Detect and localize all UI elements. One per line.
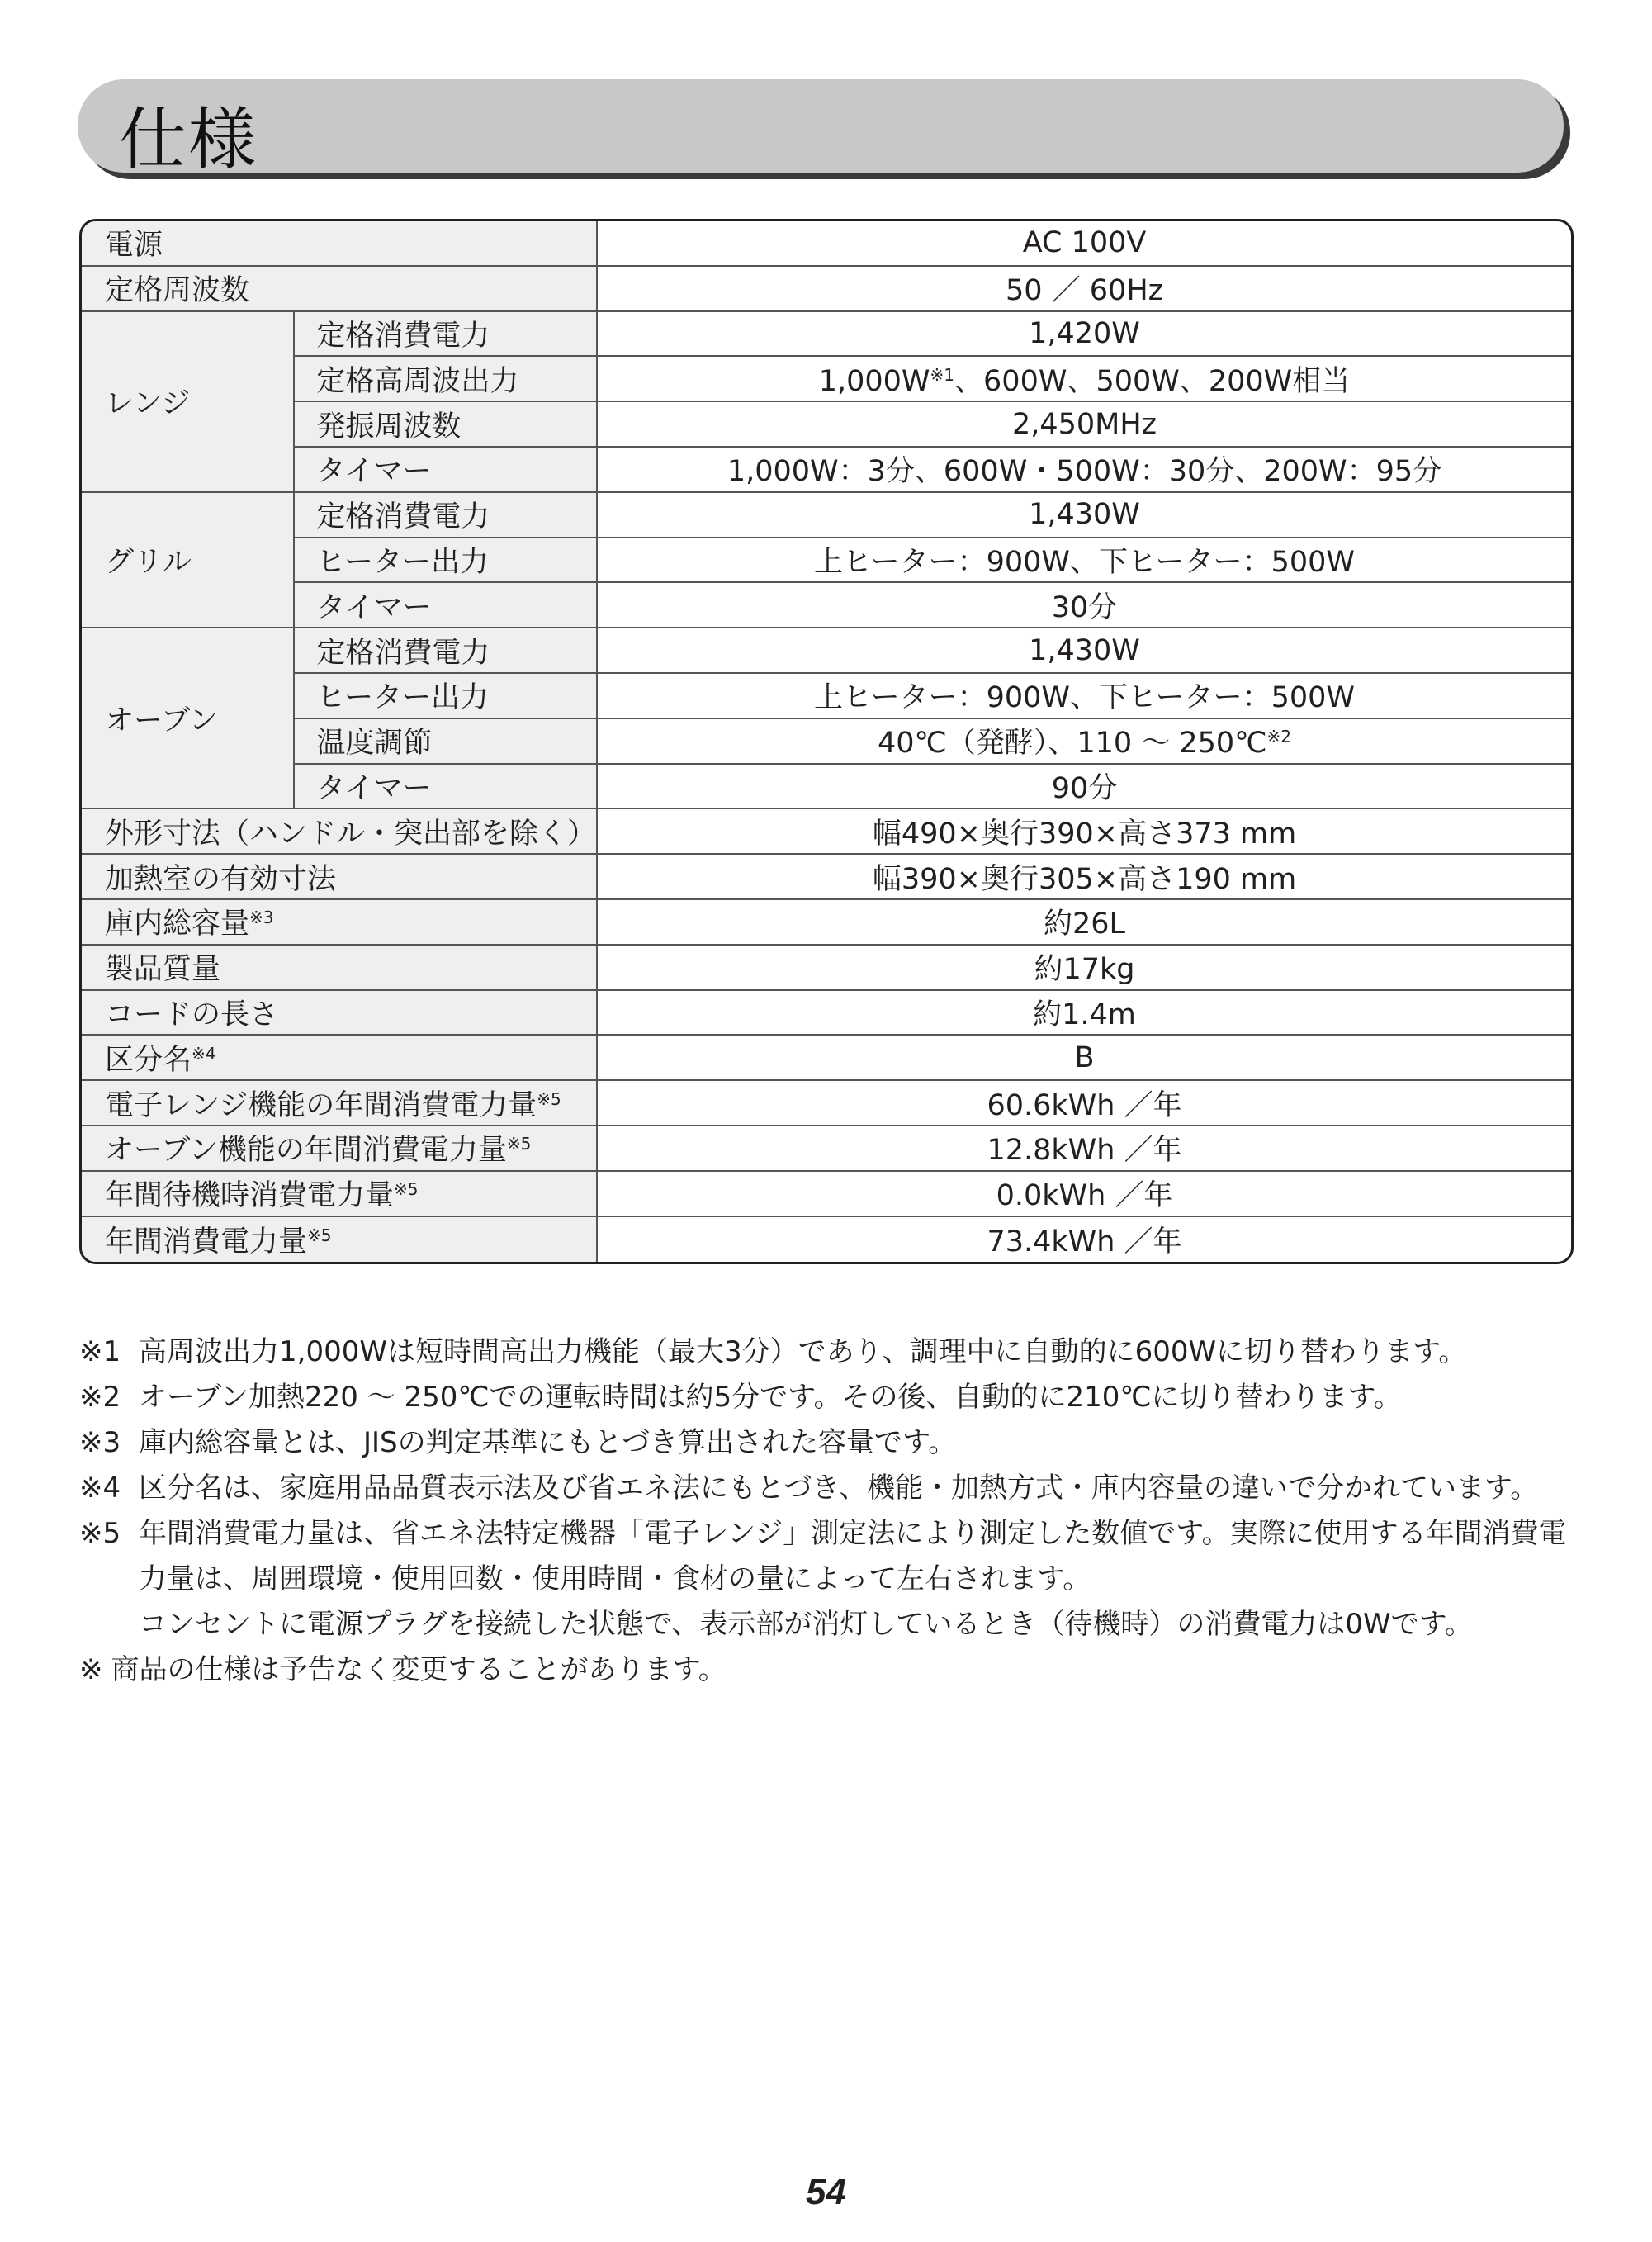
row-value: 0.0kWh ／年	[596, 1172, 1571, 1217]
row-value: 約17kg	[596, 946, 1571, 991]
value-text: 40℃（発酵）、110 ～ 250℃	[878, 727, 1267, 761]
table-row	[82, 221, 1571, 267]
footnote-text: 高周波出力1,000Wは短時間高出力機能（最大3分）であり、調理中に自動的に600Wに切り替わります。	[139, 1335, 1467, 1368]
row-label: ヒーター出力	[295, 538, 596, 584]
row-value: 約1.4m	[596, 991, 1571, 1036]
table-row	[82, 719, 1571, 765]
footnote-ref: ※5	[394, 1179, 419, 1200]
footnote	[79, 1375, 1582, 1420]
footnote-ref: ※5	[307, 1225, 332, 1245]
footnote-ref: ※5	[506, 1134, 532, 1154]
footnote-mark: ※4	[79, 1472, 121, 1505]
table-row	[82, 674, 1571, 719]
row-label: 定格周波数	[82, 267, 596, 312]
row-label: ヒーター出力	[295, 674, 596, 719]
row-value: 約26L	[596, 900, 1571, 946]
row-label	[82, 1172, 596, 1217]
row-value: 73.4kWh ／年	[596, 1217, 1571, 1263]
footnote-mark: ※1	[79, 1335, 121, 1368]
footnote	[79, 1466, 1582, 1511]
footnote-text: 庫内総容量とは、JISの判定基準にもとづき算出された容量です。	[139, 1426, 957, 1459]
row-value: 30分	[596, 583, 1571, 628]
table-row	[82, 493, 1571, 538]
row-value: 50 ／ 60Hz	[596, 267, 1571, 312]
label-text: オーブン機能の年間消費電力量	[105, 1134, 507, 1168]
spec-table	[79, 219, 1574, 1264]
row-value: 上ヒーター：900W、下ヒーター：500W	[596, 674, 1571, 719]
row-label: 発振周波数	[295, 402, 596, 448]
table-row	[82, 855, 1571, 900]
footnote-text: 区分名は、家庭用品品質表示法及び省エネ法にもとづき、機能・加熱方式・庫内容量の違いで分かれています。	[139, 1472, 1539, 1505]
row-value: 1,430W	[596, 628, 1571, 674]
footnote-text: オーブン加熱220 ～ 250℃での運転時間は約5分です。その後、自動的に210℃に切り替わります。	[139, 1381, 1402, 1414]
value-text: 、600W、500W、200W相当	[954, 364, 1351, 398]
footnote-mark: ※5	[79, 1517, 121, 1550]
section-header	[78, 79, 1564, 179]
table-row	[82, 1081, 1571, 1126]
value-text: 1,000W	[818, 364, 930, 398]
row-value: 12.8kWh ／年	[596, 1126, 1571, 1172]
row-label: タイマー	[295, 765, 596, 810]
row-label: コードの長さ	[82, 991, 596, 1036]
table-row	[82, 809, 1571, 855]
footnote-mark: ※3	[79, 1426, 121, 1459]
footnote-ref: ※4	[192, 1043, 216, 1064]
row-label: 製品質量	[82, 946, 596, 991]
row-label: タイマー	[295, 583, 596, 628]
table-row	[82, 583, 1571, 628]
row-value: 1,430W	[596, 493, 1571, 538]
table-row	[82, 1217, 1571, 1263]
row-value: AC 100V	[596, 221, 1571, 267]
table-row	[82, 1172, 1571, 1217]
label-text: 電子レンジ機能の年間消費電力量	[105, 1088, 537, 1122]
footnote-text: 年間消費電力量は、省エネ法特定機器「電子レンジ」測定法により測定した数値です。実際に使用する年間消費電	[139, 1517, 1567, 1550]
table-row	[82, 1126, 1571, 1172]
row-label: 定格消費電力	[295, 493, 596, 538]
table-row	[82, 448, 1571, 493]
table-row	[82, 402, 1571, 448]
footnote-text: コンセントに電源プラグを接続した状態で、表示部が消灯しているとき（待機時）の消費電力は0Wです。	[139, 1608, 1473, 1641]
label-text: 年間待機時消費電力量	[105, 1179, 395, 1213]
row-label: 電源	[82, 221, 596, 267]
row-value: 幅490×奥行390×高さ373 mm	[596, 809, 1571, 855]
group-label-grill: グリル	[82, 493, 295, 628]
group-label-oven: オーブン	[82, 628, 295, 809]
footnote-ref: ※1	[930, 364, 955, 385]
row-label	[82, 1217, 596, 1263]
table-row	[82, 267, 1571, 312]
row-value: 90分	[596, 765, 1571, 810]
row-label: 温度調節	[295, 719, 596, 765]
row-label: 定格高周波出力	[295, 357, 596, 402]
footnote-text: 力量は、周囲環境・使用回数・使用時間・食材の量によって左右されます。	[139, 1562, 1091, 1595]
footnote-ref: ※2	[1266, 727, 1291, 747]
label-text: 区分名	[105, 1043, 192, 1077]
table-row	[82, 765, 1571, 810]
footnote-text: 商品の仕様は予告なく変更することがあります。	[111, 1653, 727, 1686]
page-number: 54	[806, 2172, 846, 2212]
footnote	[79, 1330, 1582, 1375]
table-row	[82, 991, 1571, 1036]
row-value: 2,450MHz	[596, 402, 1571, 448]
row-value: 幅390×奥行305×高さ190 mm	[596, 855, 1571, 900]
row-label	[82, 900, 596, 946]
footnote-mark: ※2	[79, 1381, 121, 1414]
row-value: 60.6kWh ／年	[596, 1081, 1571, 1126]
row-label: 外形寸法（ハンドル・突出部を除く）	[82, 809, 596, 855]
table-row	[82, 312, 1571, 358]
row-value: 1,420W	[596, 312, 1571, 358]
page-title: 仕様	[119, 101, 258, 179]
row-value: B	[596, 1036, 1571, 1081]
footnote-ref: ※5	[537, 1088, 561, 1109]
row-label: タイマー	[295, 448, 596, 493]
footnote	[79, 1420, 1582, 1466]
table-row	[82, 900, 1571, 946]
table-row	[82, 946, 1571, 991]
group-label-range: レンジ	[82, 312, 295, 493]
row-label: 加熱室の有効寸法	[82, 855, 596, 900]
row-label	[82, 1126, 596, 1172]
row-label: 定格消費電力	[295, 628, 596, 674]
footnote	[79, 1647, 1582, 1693]
footnote-mark: ※	[79, 1653, 103, 1686]
footnote-ref: ※3	[249, 908, 274, 928]
footnote	[79, 1511, 1582, 1647]
footnotes	[79, 1330, 1582, 1693]
row-value	[596, 719, 1571, 765]
row-value: 上ヒーター：900W、下ヒーター：500W	[596, 538, 1571, 584]
table-row	[82, 1036, 1571, 1081]
row-value: 1,000W：3分、600W・500W：30分、200W：95分	[596, 448, 1571, 493]
label-text: 庫内総容量	[105, 908, 250, 941]
row-label: 定格消費電力	[295, 312, 596, 358]
label-text: 年間消費電力量	[105, 1225, 308, 1258]
row-value	[596, 357, 1571, 402]
row-label	[82, 1081, 596, 1126]
table-row	[82, 357, 1571, 402]
table-row	[82, 538, 1571, 584]
row-label	[82, 1036, 596, 1081]
table-row	[82, 628, 1571, 674]
